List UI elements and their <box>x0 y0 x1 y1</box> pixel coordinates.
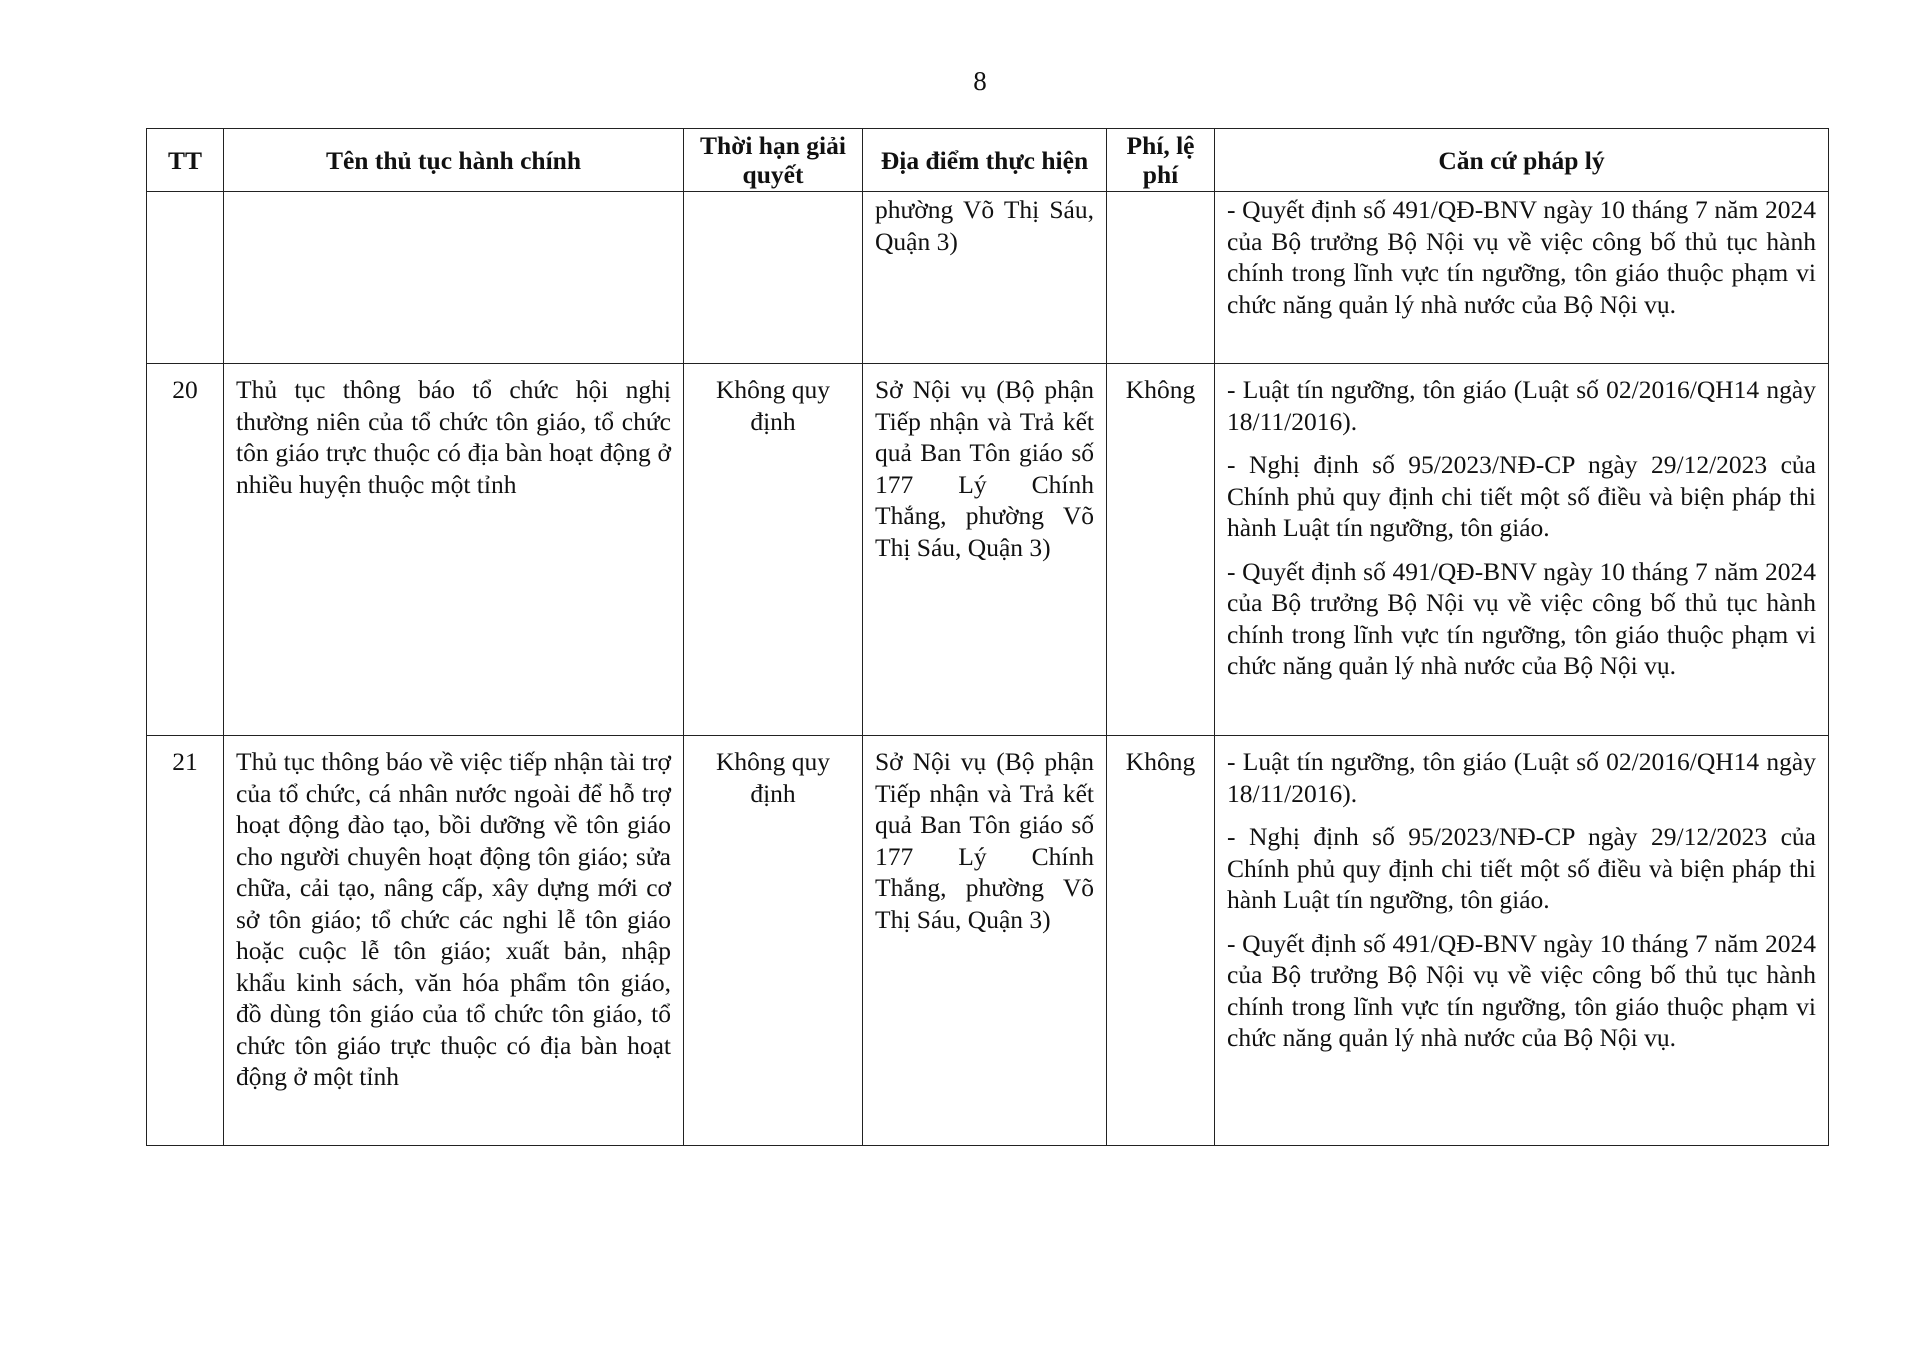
legal-basis-item: - Nghị định số 95/2023/NĐ-CP ngày 29/12/2023 của Chính phủ quy định chi tiết một số điều và biện pháp thi hành Luật tín ngưỡng, tôn giáo. <box>1227 822 1816 914</box>
cell-location: phường Võ Thị Sáu, Quận 3) <box>863 192 1107 364</box>
cell-processing-time <box>684 192 863 364</box>
table-header-row <box>147 129 1829 192</box>
cell-legal-basis <box>1215 736 1829 1146</box>
header-fee: Phí, lệ phí <box>1107 129 1215 192</box>
legal-basis-item: - Luật tín ngưỡng, tôn giáo (Luật số 02/2016/QH14 ngày 18/11/2016). <box>1227 375 1816 436</box>
cell-procedure-name: Thủ tục thông báo tổ chức hội nghị thường niên của tổ chức tôn giáo, tổ chức tôn giáo trực thuộc có địa bàn hoạt động ở nhiều huyện thuộc một tỉnh <box>224 364 684 736</box>
procedures-table <box>146 128 1829 1146</box>
cell-fee <box>1107 192 1215 364</box>
cell-tt: 20 <box>147 364 224 736</box>
cell-procedure-name: Thủ tục thông báo về việc tiếp nhận tài trợ của tổ chức, cá nhân nước ngoài để hỗ trợ hoạt động đào tạo, bồi dưỡng về tôn giáo cho người chuyên hoạt động tôn giáo; sửa chữa, cải tạo, nâng cấp, xây dựng mới cơ sở tôn giáo; tổ chức các nghi lễ tôn giáo hoặc cuộc lễ tôn giáo; xuất bản, nhập khẩu kinh sách, văn hóa phẩm tôn giáo, đồ dùng tôn giáo của tổ chức tôn giáo, tổ chức tôn giáo trực thuộc có địa bàn hoạt động ở một tỉnh <box>224 736 684 1146</box>
cell-fee: Không <box>1107 364 1215 736</box>
header-processing-time: Thời hạn giải quyết <box>684 129 863 192</box>
cell-processing-time: Không quy định <box>684 364 863 736</box>
cell-fee: Không <box>1107 736 1215 1146</box>
header-legal-basis: Căn cứ pháp lý <box>1215 129 1829 192</box>
legal-basis-item: - Quyết định số 491/QĐ-BNV ngày 10 tháng 7 năm 2024 của Bộ trưởng Bộ Nội vụ về việc công bố thủ tục hành chính trong lĩnh vực tín ngưỡng, tôn giáo thuộc phạm vi chức năng quản lý nhà nước của Bộ Nội vụ. <box>1227 556 1816 680</box>
table-row <box>147 364 1829 736</box>
header-procedure-name: Tên thủ tục hành chính <box>224 129 684 192</box>
cell-location: Sở Nội vụ (Bộ phận Tiếp nhận và Trả kết quả Ban Tôn giáo số 177 Lý Chính Thắng, phường Võ Thị Sáu, Quận 3) <box>863 364 1107 736</box>
cell-tt: 21 <box>147 736 224 1146</box>
cell-processing-time: Không quy định <box>684 736 863 1146</box>
table-row-continued <box>147 192 1829 364</box>
page-number: 8 <box>973 66 987 96</box>
cell-location: Sở Nội vụ (Bộ phận Tiếp nhận và Trả kết quả Ban Tôn giáo số 177 Lý Chính Thắng, phường Võ Thị Sáu, Quận 3) <box>863 736 1107 1146</box>
header-location: Địa điểm thực hiện <box>863 129 1107 192</box>
cell-tt <box>147 192 224 364</box>
legal-basis-item: - Luật tín ngưỡng, tôn giáo (Luật số 02/2016/QH14 ngày 18/11/2016). <box>1227 747 1816 808</box>
table-row <box>147 736 1829 1146</box>
cell-procedure-name <box>224 192 684 364</box>
legal-basis-item: - Nghị định số 95/2023/NĐ-CP ngày 29/12/2023 của Chính phủ quy định chi tiết một số điều và biện pháp thi hành Luật tín ngưỡng, tôn giáo. <box>1227 450 1816 542</box>
header-tt: TT <box>147 129 224 192</box>
legal-basis-item: - Quyết định số 491/QĐ-BNV ngày 10 tháng 7 năm 2024 của Bộ trưởng Bộ Nội vụ về việc công bố thủ tục hành chính trong lĩnh vực tín ngưỡng, tôn giáo thuộc phạm vi chức năng quản lý nhà nước của Bộ Nội vụ. <box>1227 195 1816 319</box>
cell-legal-basis <box>1215 192 1829 364</box>
cell-legal-basis <box>1215 364 1829 736</box>
legal-basis-item: - Quyết định số 491/QĐ-BNV ngày 10 tháng 7 năm 2024 của Bộ trưởng Bộ Nội vụ về việc công bố thủ tục hành chính trong lĩnh vực tín ngưỡng, tôn giáo thuộc phạm vi chức năng quản lý nhà nước của Bộ Nội vụ. <box>1227 928 1816 1052</box>
